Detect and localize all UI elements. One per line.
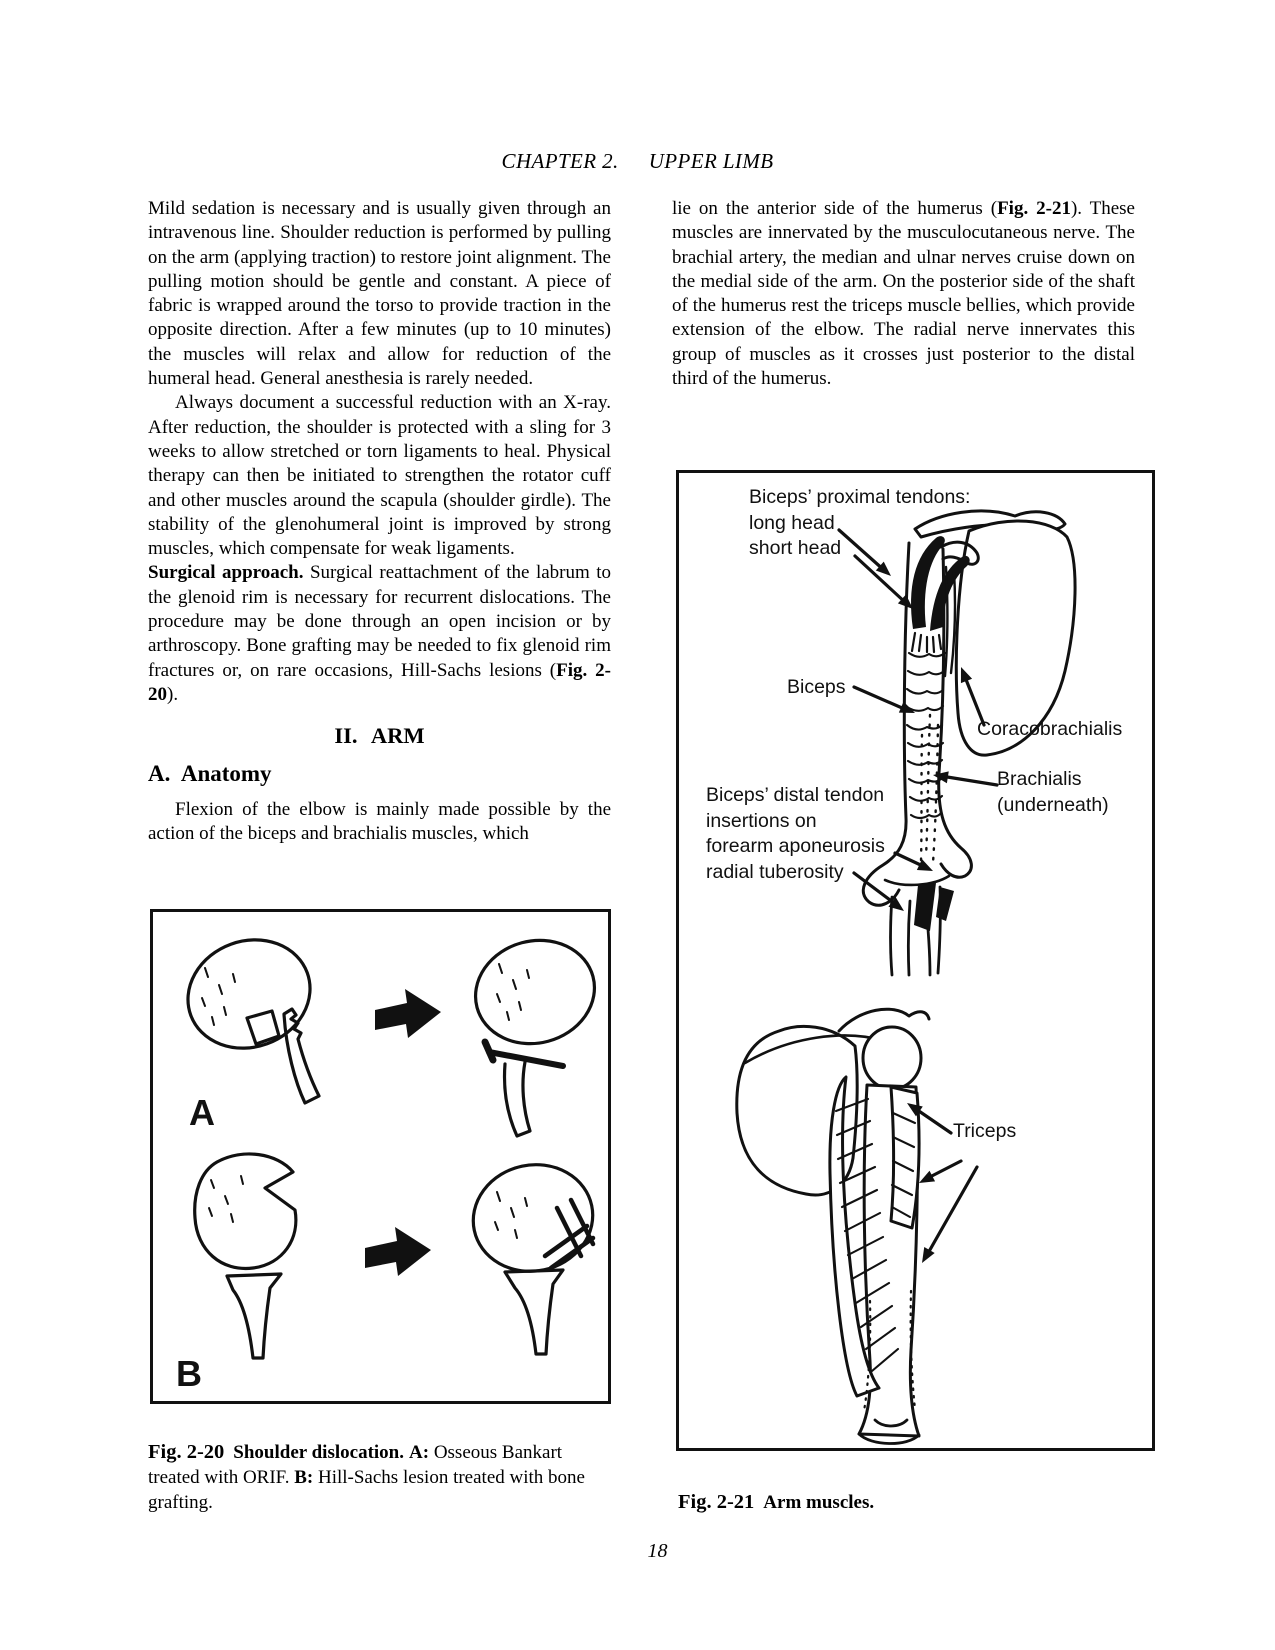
- label-line: Biceps’ proximal tendons:: [749, 486, 971, 508]
- label-line: Brachialis: [997, 768, 1082, 790]
- figure-caption-title: Arm muscles.: [763, 1492, 875, 1513]
- chapter-title: UPPER LIMB: [648, 149, 774, 173]
- figure-reference: Fig. 2-21: [997, 198, 1071, 219]
- subsection-heading: A. Anatomy: [148, 760, 272, 786]
- chapter-label: CHAPTER 2.: [501, 149, 619, 173]
- figure-2-21: [676, 470, 1155, 1451]
- caption-a-text: Osseous Bankart treated with ORIF.: [148, 1442, 563, 1488]
- caption-b-text: Hill-Sachs lesion treated with bone grafting.: [148, 1467, 585, 1513]
- section-heading: II. ARM: [334, 723, 425, 749]
- paragraph: [672, 197, 1135, 391]
- label-coracobrachialis: Coracobrachialis: [977, 718, 1123, 740]
- figure-caption-label: Fig. 2-21: [678, 1491, 755, 1513]
- label-line: Biceps’ distal tendon: [706, 784, 885, 806]
- figure-2-21-caption: [678, 1490, 1148, 1515]
- figure-caption-label: Fig. 2-20: [148, 1441, 225, 1463]
- label-line: forearm aponeurosis: [706, 835, 885, 857]
- label-brachialis: [997, 767, 1109, 818]
- label-biceps: Biceps: [787, 676, 846, 698]
- figure-2-20: [150, 909, 611, 1404]
- label-line: long head: [749, 511, 835, 534]
- right-column: [672, 197, 1135, 391]
- running-head: [0, 149, 1275, 174]
- label-proximal-tendons: [749, 485, 970, 562]
- page-number: 18: [647, 1540, 668, 1562]
- paragraph-text: Surgical reattachment of the labrum to the glenoid rim is necessary for recurrent dislocations. The procedure may be done through an open incision or by arthroscopy. Bone grafting may be needed to fix glenoid rim fractures or, on rare occasions, Hill-Sachs lesions (: [148, 562, 612, 681]
- figure-reference: Fig. 2-20: [148, 659, 611, 705]
- label-distal-tendon: [706, 783, 885, 885]
- label-line: radial tuberosity: [706, 860, 844, 883]
- left-column: [148, 197, 611, 846]
- label-line: insertions on: [706, 809, 817, 832]
- caption-b-label: B:: [294, 1467, 314, 1488]
- paragraph: Flexion of the elbow is mainly made possible by the action of the biceps and brachialis muscles, which: [148, 798, 611, 845]
- paragraph-lead: Surgical approach.: [148, 562, 304, 584]
- paragraph-text: ). These muscles are innervated by the musculocutaneous nerve. The brachial artery, the median and ulnar nerves cruise down on the medial side of the arm. On the posterior side of the shaft of the humerus rest the triceps muscle bellies, which provide extension of the elbow. The radial nerve innervates this group of muscles as it crosses just posterior to the distal third of the humerus.: [672, 198, 1135, 390]
- paragraph: Always document a successful reduction with an X-ray. After reduction, the shoulder is protected with a sling for 3 weeks to allow stretched or torn ligaments to heal. Physical therapy can then be initiated to strengthen the rotator cuff and other muscles around the scapula (shoulder girdle). The stability of the glenohumeral joint is improved by strong muscles, which compensate for weak ligaments.: [148, 392, 611, 560]
- shoulder-dislocation-drawing: [153, 912, 608, 1401]
- label-line: short head: [749, 537, 842, 559]
- panel-a-label: A: [189, 1092, 215, 1133]
- caption-a-label: A:: [409, 1442, 430, 1463]
- figure-caption-title: Shoulder dislocation.: [233, 1442, 404, 1463]
- label-line: (underneath): [997, 793, 1109, 816]
- figure-2-20-caption: [148, 1440, 618, 1515]
- paragraph: [148, 561, 611, 707]
- paragraph-text: ).: [167, 683, 179, 705]
- paragraph: Mild sedation is necessary and is usually given through an intravenous line. Shoulder reduction is performed by pulling on the arm (applying traction) to restore joint alignment. The pulling motion should be gentle and constant. A piece of fabric is wrapped around the torso to provide traction in the opposite direction. After a few minutes (up to 10 minutes) the muscles will relax and allow for reduction of the humeral head. General anesthesia is rarely needed.: [148, 198, 611, 390]
- panel-b-label: B: [176, 1353, 202, 1394]
- label-triceps: Triceps: [953, 1120, 1017, 1142]
- paragraph-text: lie on the anterior side of the humerus (: [672, 198, 998, 219]
- arm-muscles-drawing: [679, 473, 1152, 1448]
